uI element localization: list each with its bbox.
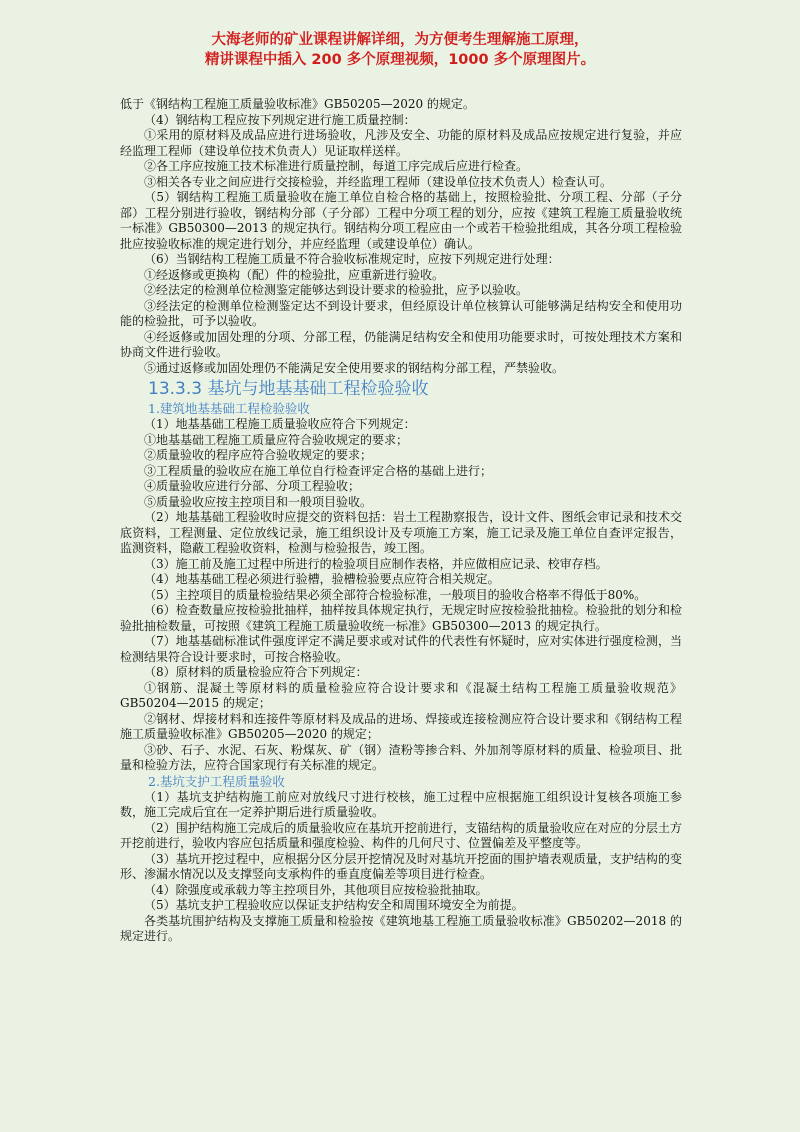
paragraph: （4）除强度或承载力等主控项目外，其他项目应按检验批抽取。 bbox=[144, 882, 488, 897]
list-item: ④质量验收应进行分部、分项工程验收； bbox=[144, 479, 361, 493]
subsection-heading: 1.建筑地基基础工程检验验收 bbox=[148, 401, 310, 416]
paragraph: （3）基坑开挖过程中，应根据分区分层开挖情况及时对基坑开挖面的围护墙表观质量，支护结构的变形、渗漏水情况以及支撑竖向支承构件的垂直度偏差等项目进行检查。 bbox=[120, 851, 682, 881]
paragraph: （6）检查数量应按检验批抽样，抽样按具体规定执行，无规定时应按检验批抽检。检验批的划分和检验批抽检数量，可按照《建筑工程施工质量验收统一标准》GB50300—2013 的规定执行。 bbox=[120, 603, 682, 633]
list-item: ①经返修或更换构（配）件的检验批，应重新进行验收。 bbox=[144, 267, 445, 282]
list-item: ⑤质量验收应按主控项目和一般项目验收。 bbox=[144, 494, 373, 509]
paragraph: （3）施工前及施工过程中所进行的检验项目应制作表格，并应做相应记录、校审存档。 bbox=[144, 556, 608, 571]
list-item: ③经法定的检测单位检测鉴定达不到设计要求，但经原设计单位核算认可能够满足结构安全和使用功能的检验批，可予以验收。 bbox=[120, 298, 682, 328]
list-item: ②各工序应按施工技术标准进行质量控制，每道工序完成后应进行检查。 bbox=[144, 159, 529, 173]
list-item: ②经法定的检测单位检测鉴定能够达到设计要求的检验批，应予以验收。 bbox=[144, 283, 529, 297]
list-item: ③砂、石子、水泥、石灰、粉煤灰、矿（钢）渣粉等掺合料、外加剂等原材料的质量、检验项目、批量和检验方法，应符合国家现行有关标准的规定。 bbox=[120, 742, 682, 772]
banner-line-2: 精讲课程中插入 200 多个原理视频，1000 多个原理图片。 bbox=[204, 52, 596, 68]
list-item: ①钢筋、混凝土等原材料的质量检验应符合设计要求和《混凝土结构工程施工质量验收规范》GB50204—2015 的规定； bbox=[120, 680, 682, 710]
paragraph: （2）地基基础工程验收时应提交的资料包括：岩土工程勘察报告，设计文件、图纸会审记录和技术交底资料，工程测量、定位放线记录，施工组织设计及专项施工方案，施工记录及施工单位自查评定报告，监测资料，隐蔽工程验收资料，检测与检验报告，竣工图。 bbox=[120, 510, 682, 555]
list-item: ③工程质量的验收应在施工单位自行检查评定合格的基础上进行； bbox=[144, 463, 493, 478]
list-item: ①采用的原材料及成品应进行进场验收，凡涉及安全、功能的原材料及成品应按规定进行复验，并应经监理工程师（建设单位技术负责人）见证取样送样。 bbox=[120, 128, 682, 158]
list-item: ②质量验收的程序应符合验收规定的要求； bbox=[144, 448, 373, 462]
paragraph: （1）基坑支护结构施工前应对放线尺寸进行校核，施工过程中应根据施工组织设计复核各项施工参数，施工完成后宜在一定养护期后进行质量验收。 bbox=[120, 789, 682, 819]
paragraph: 各类基坑围护结构及支撑施工质量和检验按《建筑地基工程施工质量验收标准》GB50202—2018 的规定进行。 bbox=[120, 913, 682, 943]
paragraph: （6）当钢结构工程施工质量不符合验收标准规定时，应按下列规定进行处理： bbox=[144, 252, 560, 266]
section-heading: 13.3.3 基坑与地基基础工程检验验收 bbox=[148, 379, 429, 399]
paragraph: （2）围护结构施工完成后的质量验收应在基坑开挖前进行，支锚结构的质量验收应在对应的分层土方开挖前进行，验收内容应包括质量和强度检验、构件的几何尺寸、位置偏差及平整度等。 bbox=[120, 820, 682, 850]
banner-line-1: 大海老师的矿业课程讲解详细，为方便考生理解施工原理， bbox=[211, 32, 589, 48]
list-item: ⑤通过返修或加固处理仍不能满足安全使用要求的钢结构分部工程，严禁验收。 bbox=[144, 360, 565, 375]
paragraph: （5）钢结构工程施工质量验收在施工单位自检合格的基础上，按照检验批、分项工程、分部（子分部）工程分别进行验收，钢结构分部（子分部）工程中分项工程的划分，应按《建筑工程施工质量验收统一标准》GB50300—2013 的规定执行。钢结构分项工程应由一个或若干检验批组成，其各分项工程检验批应按验收标准的规定进行划分，并应经监理（或建设单位）确认。 bbox=[120, 190, 682, 251]
list-item: ②钢材、焊接材料和连接件等原材料及成品的进场、焊接或连接检测应符合设计要求和《钢结构工程施工质量验收标准》GB50205—2020 的规定； bbox=[120, 711, 682, 741]
list-item: ①地基基础工程施工质量应符合验收规定的要求； bbox=[144, 432, 409, 447]
document-body bbox=[120, 97, 682, 945]
paragraph: 低于《钢结构工程施工质量验收标准》GB50205—2020 的规定。 bbox=[120, 97, 475, 111]
paragraph: （8）原材料的质量检验应符合下列规定： bbox=[144, 665, 368, 679]
subsection-heading: 2.基坑支护工程质量验收 bbox=[148, 773, 285, 789]
list-item: ③相关各专业之间应进行交接检验，并经监理工程师（建设单位技术负责人）检查认可。 bbox=[144, 174, 613, 189]
paragraph: （4）钢结构工程应按下列规定进行施工质量控制： bbox=[144, 112, 416, 127]
paragraph: （4）地基基础工程必须进行验槽，验槽检验要点应符合相关规定。 bbox=[144, 572, 500, 586]
paragraph: （5）基坑支护工程验收应以保证支护结构安全和周围环境安全为前提。 bbox=[144, 898, 524, 912]
paragraph: （5）主控项目的质量检验结果必须全部符合检验标准，一般项目的验收合格率不得低于80%。 bbox=[144, 587, 647, 602]
promo-banner bbox=[0, 30, 800, 70]
paragraph: （7）地基基础标准试件强度评定不满足要求或对试件的代表性有怀疑时，应对实体进行强度检测，当检测结果符合设计要求时，可按合格验收。 bbox=[120, 634, 682, 664]
list-item: ④经返修或加固处理的分项、分部工程，仍能满足结构安全和使用功能要求时，可按处理技术方案和协商文件进行验收。 bbox=[120, 329, 682, 359]
paragraph: （1）地基基础工程施工质量验收应符合下列规定： bbox=[144, 417, 416, 431]
